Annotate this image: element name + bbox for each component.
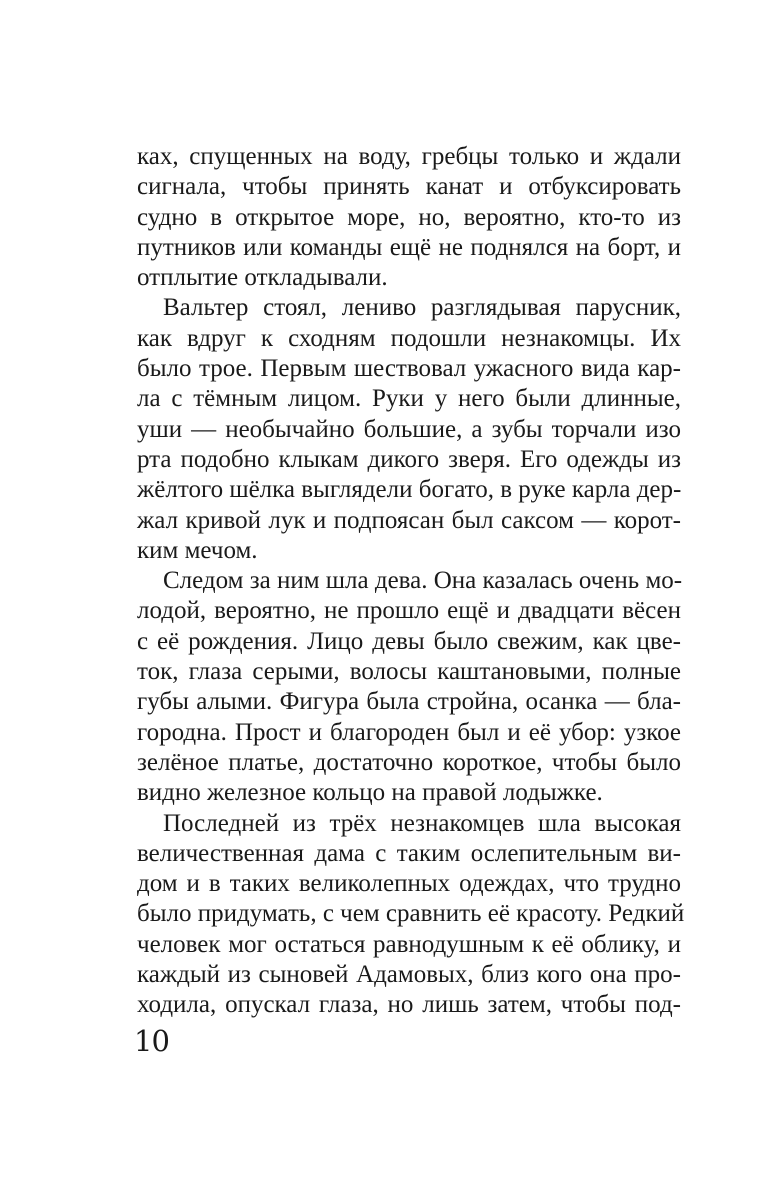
text-line: дом и в таких великолепных одеждах, что трудно (137, 870, 681, 898)
text-line: судно в открытое море, но, вероятно, кто-то из (137, 203, 681, 231)
paragraph (137, 142, 681, 293)
paragraph (137, 293, 681, 566)
paragraph (137, 566, 681, 808)
text-line: ток, глаза серыми, волосы каштановыми, полные (137, 658, 681, 686)
text-line: зелёное платье, достаточно короткое, чтобы было (137, 748, 681, 776)
text-line: губы алыми. Фигура была стройна, осанка — бла- (137, 688, 681, 716)
text-line: уши — необычайно большие, а зубы торчали изо (137, 415, 681, 443)
text-line: сигнала, чтобы принять канат и отбуксировать (137, 173, 681, 201)
text-line: ках, спущенных на воду, гребцы только и ждали (137, 143, 681, 170)
text-line: ла с тёмным лицом. Руки у него были длинные, (137, 385, 681, 413)
text-line: путников или команды ещё не поднялся на борт, и (137, 233, 681, 261)
text-line: лодой, вероятно, не прошло ещё и двадцати вёсен (137, 597, 681, 625)
page-number: 10 (134, 1024, 169, 1058)
text-line: человек мог остаться равнодушным к её облику, и (137, 930, 681, 958)
text-line: видно железное кольцо на правой лодыжке. (137, 779, 603, 807)
text-line: жал кривой лук и подпоясан был саксом — корот- (137, 506, 681, 534)
paragraph (137, 809, 685, 1021)
text-line: каждый из сыновей Адамовых, близ кого она про- (137, 961, 681, 989)
text-line: как вдруг к сходням подошли незнакомцы. Их (137, 324, 681, 352)
text-line: Вальтер стоял, лениво разглядывая парусник, (163, 294, 681, 322)
text-line: ким мечом. (137, 536, 258, 564)
body-text (137, 142, 685, 1021)
text-line: отплытие откладывали. (137, 264, 388, 292)
text-line: было придумать, с чем сравнить её красоту. Редкий (137, 900, 685, 928)
text-line: рта подобно клыкам дикого зверя. Его одежды из (137, 445, 681, 473)
text-line: городна. Прост и благороден был и её убор: узкое (137, 718, 681, 746)
text-line: Следом за ним шла дева. Она казалась очень мо- (163, 567, 683, 595)
text-line: ходила, опускал глаза, но лишь затем, чтобы под- (137, 991, 681, 1019)
text-line: жёлтого шёлка выглядели богато, в руке карла дер- (137, 476, 682, 504)
text-line: Последней из трёх незнакомцев шла высокая (163, 809, 681, 837)
text-line: с её рождения. Лицо девы было свежим, как цве- (137, 627, 681, 655)
text-line: величественная дама с таким ослепительным ви- (137, 839, 681, 867)
text-line: было трое. Первым шествовал ужасного вида кар- (137, 355, 681, 383)
